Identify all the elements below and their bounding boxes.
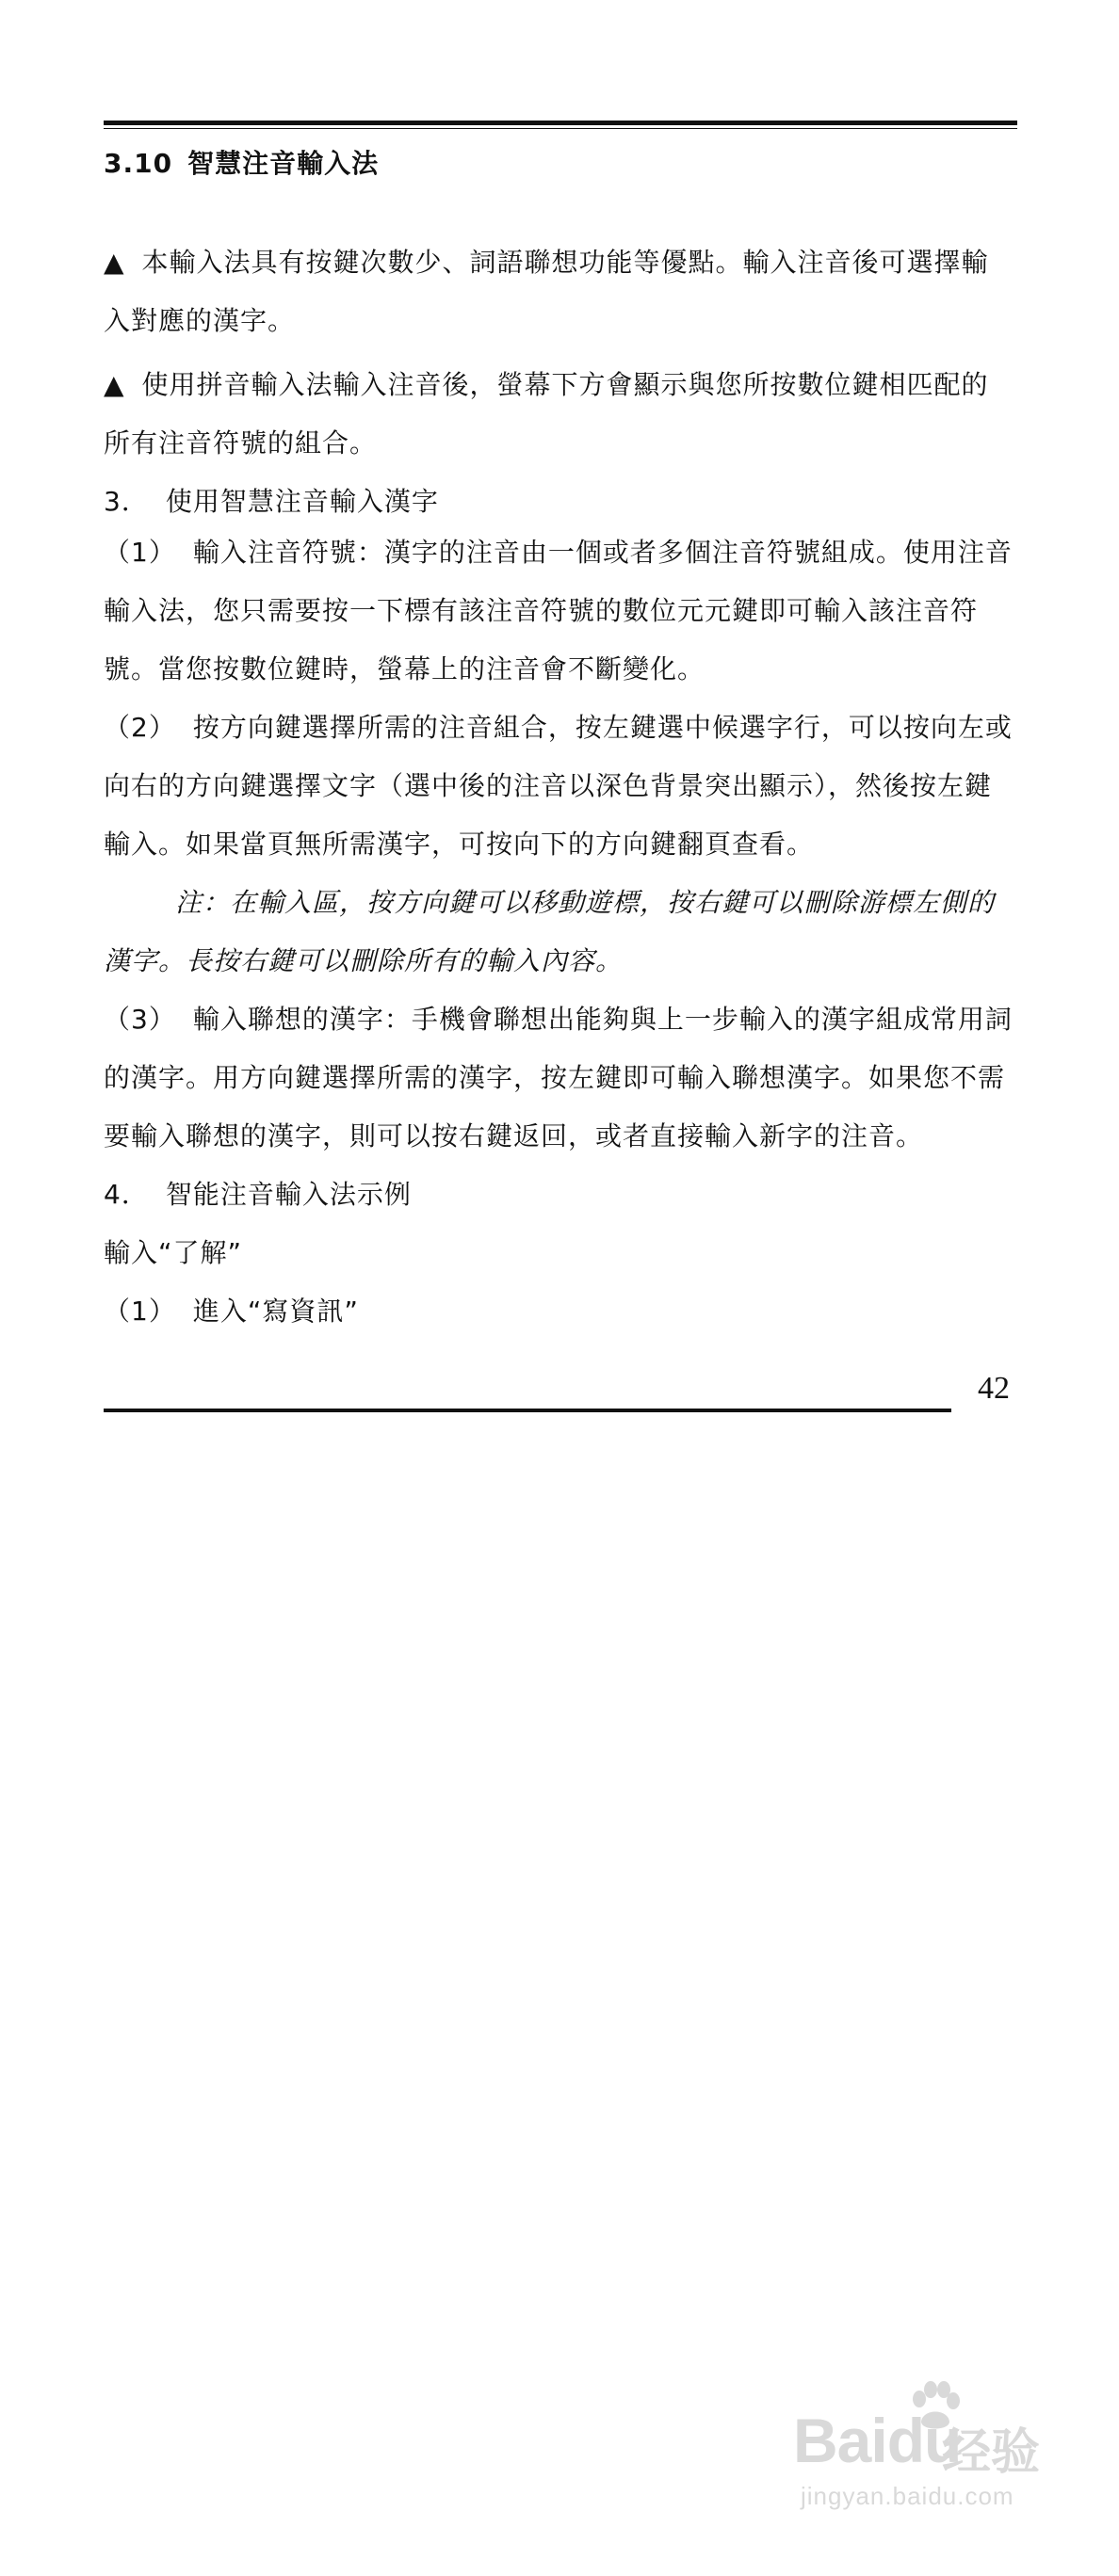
step-marker-3: （3）	[104, 1004, 176, 1035]
step-text-2: 按方向鍵選擇所需的注音組合，按左鍵選中候選字行，可以按向左或向右的方向鍵選擇文字（選中後的注音以深色背景突出顯示），然後按左鍵輸入。如果當頁無所需漢字，可按向下的方向鍵翻頁查看。	[104, 712, 1013, 860]
note-paragraph: 注：在輸入區，按方向鍵可以移動遊標，按右鍵可以刪除游標左側的漢字。長按右鍵可以刪除所有的輸入內容。	[104, 887, 996, 976]
example-step-marker: （1）	[104, 1296, 176, 1327]
bullet-paragraph-1	[104, 233, 1015, 350]
example-step-1	[104, 1282, 1015, 1341]
page-number: 42	[978, 1371, 1010, 1406]
step-text-1: 輸入注音符號：漢字的注音由一個或者多個注音符號組成。使用注音輸入法，您只需要按一下標有該注音符號的數位元元鍵即可輸入該注音符號。當您按數位鍵時，螢幕上的注音會不斷變化。	[104, 537, 1013, 684]
example-intro: 輸入“了解”	[104, 1237, 243, 1268]
bullet-text-1: 本輸入法具有按鍵次數少、詞語聯想功能等優點。輸入注音後可選擇輸入對應的漢字。	[104, 247, 989, 336]
triangle-bullet-icon: ▲	[104, 247, 125, 278]
list-item-3	[104, 473, 1015, 531]
watermark-brand: Baidu	[793, 2406, 962, 2475]
section-heading	[104, 143, 379, 181]
step-marker-1: （1）	[104, 537, 176, 568]
header-rule-thick	[104, 121, 1017, 125]
list-marker-3: 3．	[104, 486, 149, 517]
step-text-3: 輸入聯想的漢字：手機會聯想出能夠與上一步輸入的漢字組成常用詞的漢字。用方向鍵選擇所需的漢字，按左鍵即可輸入聯想漢字。如果您不需要輸入聯想的漢字，則可以按右鍵返回，或者直接輸入新字的注音。	[104, 1004, 1013, 1151]
baidu-jingyan-watermark	[793, 2378, 1066, 2520]
triangle-bullet-icon: ▲	[104, 369, 125, 400]
watermark-cn-text: 经验	[942, 2424, 1041, 2481]
step-marker-2: （2）	[104, 712, 176, 743]
list-item-4	[104, 1166, 1015, 1224]
step-paragraph-1	[104, 523, 1015, 699]
list-marker-4: 4．	[104, 1179, 149, 1210]
footer-rule	[104, 1409, 951, 1412]
step-paragraph-2	[104, 699, 1015, 874]
watermark-url: jingyan.baidu.com	[801, 2482, 1014, 2510]
list-item-4-text: 智能注音輸入法示例	[165, 1179, 412, 1210]
header-rule-thin	[104, 128, 1017, 129]
example-step-text: 進入“寫資訊”	[192, 1296, 359, 1327]
section-title-text: 智慧注音輸入法	[187, 148, 380, 179]
bullet-text-2: 使用拼音輸入法輸入注音後，螢幕下方會顯示與您所按數位鍵相匹配的所有注音符號的組合。	[104, 369, 989, 459]
section-number: 3.10	[104, 148, 173, 179]
step-paragraph-3	[104, 990, 1015, 1166]
bullet-paragraph-2	[104, 356, 1015, 473]
list-item-3-text: 使用智慧注音輸入漢字	[165, 486, 439, 517]
